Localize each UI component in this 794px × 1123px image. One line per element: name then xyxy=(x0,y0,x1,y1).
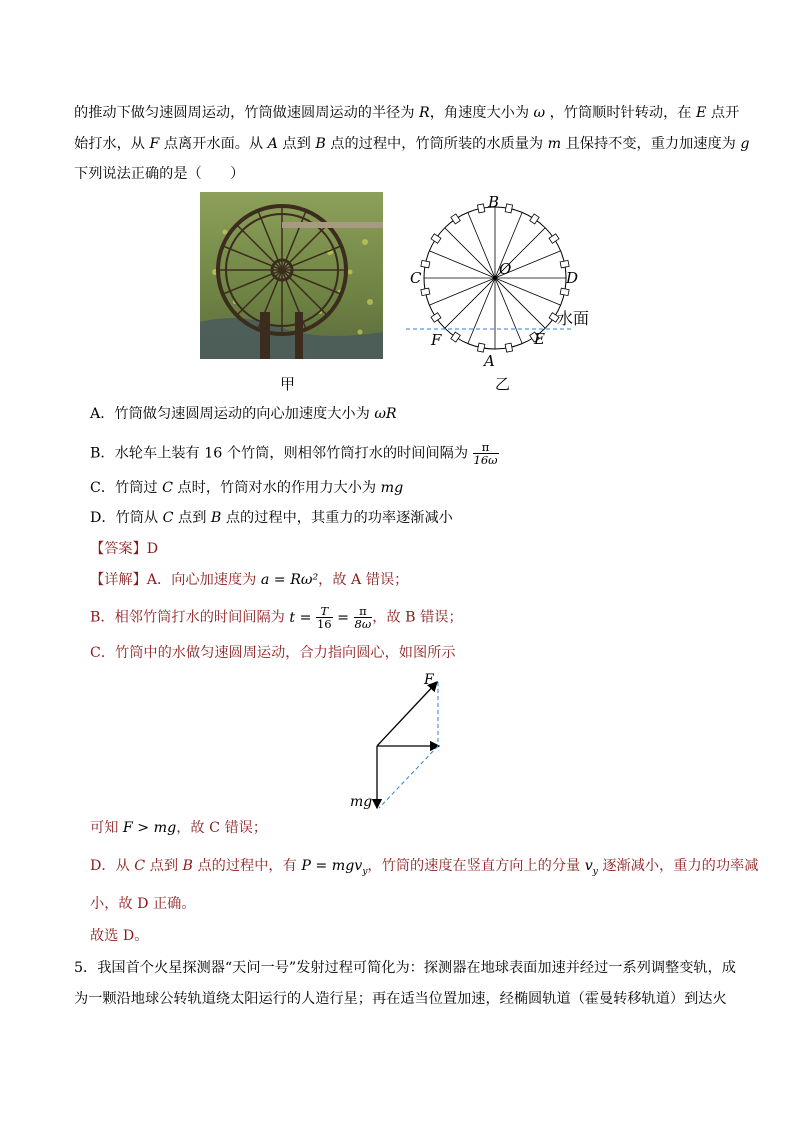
bucket xyxy=(431,234,441,243)
var-b: B xyxy=(315,136,326,152)
bucket xyxy=(477,204,484,213)
text: 的推动下做匀速圆周运动，竹筒做速圆周运动的半径为 xyxy=(74,105,420,121)
question-prompt: 下列说法正确的是（ ） xyxy=(74,166,245,182)
bucket xyxy=(477,343,484,352)
text: ，竹筒的速度在竖直方向上的分量 xyxy=(367,858,585,874)
fraction xyxy=(354,605,373,630)
text: 逐渐减小，重力的功率减 xyxy=(597,858,759,874)
var-a: A xyxy=(267,136,278,152)
water-wheel-photo-drawing xyxy=(200,192,383,359)
bucket xyxy=(549,234,559,243)
var: C xyxy=(162,480,173,496)
label-force-f: F xyxy=(424,672,434,688)
text: D．从 xyxy=(90,858,135,874)
text: 点到 xyxy=(277,136,316,152)
label-d: D xyxy=(566,269,579,287)
var: B xyxy=(182,858,193,874)
numerator: T xyxy=(316,605,333,618)
var-f: F xyxy=(149,136,160,152)
denominator: 16ω xyxy=(473,453,498,467)
option-a xyxy=(90,404,397,424)
text: A．竹筒做匀速圆周运动的向心加速度大小为 xyxy=(90,406,375,422)
fraction xyxy=(316,605,333,630)
text: 可知 xyxy=(90,820,123,836)
text: ，故 B 错误； xyxy=(372,609,463,626)
denominator: 16 xyxy=(316,617,332,631)
math-var: t = xyxy=(289,609,316,626)
water-wheel-photo xyxy=(200,192,383,359)
math-eq: = xyxy=(332,609,354,626)
text: 点到 xyxy=(145,858,183,874)
var: C xyxy=(162,510,174,526)
text: 始打水，从 xyxy=(74,136,150,152)
text: 点的过程中，竹筒所装的水质量为 xyxy=(325,136,548,152)
text: 点到 xyxy=(173,510,211,526)
wheel-spokes xyxy=(424,207,566,349)
subscript: y xyxy=(592,866,598,877)
math-expr: a = Rω² xyxy=(260,572,319,588)
label-b: B xyxy=(488,193,500,211)
text: 点开 xyxy=(706,105,740,121)
water-wheel-diagram xyxy=(400,188,600,368)
detail-a xyxy=(90,570,408,590)
text: ，故 C 错误； xyxy=(176,820,268,836)
next-question-line-1: 5．我国首个火星探测器“天问一号”发射过程可简化为：探测器在地球表面加速并经过一系列调整变轨，成 xyxy=(74,960,736,976)
dashed-diagonal xyxy=(379,746,438,808)
denominator: 8ω xyxy=(354,617,372,631)
detail-d xyxy=(90,856,758,882)
text: B．相邻竹筒打水的时间间隔为 xyxy=(90,609,290,626)
text: 点的过程中，其重力的功率逐渐减小 xyxy=(221,510,453,526)
force-diagram xyxy=(340,668,460,818)
text: 且保持不变，重力加速度为 xyxy=(561,136,741,152)
text: ，故 A 错误； xyxy=(318,572,409,588)
water-surface-label: 水面 xyxy=(557,309,590,328)
var-g: g xyxy=(740,136,750,152)
detail-d-continued: 小，故 D 正确。 xyxy=(90,896,196,912)
bucket xyxy=(560,288,569,295)
math-expr: P = mgv xyxy=(301,858,363,874)
intro-line-1 xyxy=(74,103,739,123)
conclusion-c xyxy=(90,818,267,838)
caption-jia: 甲 xyxy=(280,375,296,393)
label-e: E xyxy=(534,330,545,348)
numerator: π xyxy=(354,605,373,618)
detail-label: 【详解】 xyxy=(90,572,147,588)
formula xyxy=(584,858,598,877)
var-m: m xyxy=(547,136,562,152)
bucket xyxy=(421,288,430,295)
text: ，角速度大小为 xyxy=(429,105,534,121)
subscript: y xyxy=(362,866,368,877)
var-r: R xyxy=(419,105,430,121)
label-c: C xyxy=(410,269,422,287)
intro-line-2 xyxy=(74,134,749,154)
detail-b xyxy=(90,605,463,630)
var-e: E xyxy=(696,105,707,121)
bucket xyxy=(431,313,441,322)
math-expr: mg xyxy=(380,480,404,496)
caption-yi: 乙 xyxy=(495,375,511,393)
var: C xyxy=(134,858,146,874)
label-f: F xyxy=(431,331,442,349)
bucket xyxy=(451,332,460,342)
text: B．水轮车上装有 16 个竹筒，则相邻竹筒打水的时间间隔为 xyxy=(90,445,473,462)
var: B xyxy=(210,510,222,526)
force-f-arrow xyxy=(377,682,437,746)
formula xyxy=(301,858,368,877)
text: 点离开水面。从 xyxy=(159,136,268,152)
text: 点的过程中，有 xyxy=(192,858,302,874)
fraction xyxy=(473,441,499,466)
text: A．向心加速度为 xyxy=(146,572,261,588)
detail-c: C．竹筒中的水做匀速圆周运动，合力指向圆心，如图所示 xyxy=(90,645,456,661)
bucket xyxy=(451,214,460,224)
bucket xyxy=(560,260,569,267)
text: C．竹筒过 xyxy=(90,480,163,496)
option-b xyxy=(90,441,499,466)
label-a: A xyxy=(484,352,495,368)
answer-label: 【答案】D xyxy=(90,541,159,557)
final-answer: 故选 D。 xyxy=(90,928,149,944)
var-omega: ω xyxy=(533,105,546,121)
math-expr: F > mg xyxy=(122,820,177,836)
option-c xyxy=(90,478,403,498)
math-var: v xyxy=(584,858,593,874)
bucket xyxy=(505,204,512,213)
label-o: O xyxy=(499,260,512,278)
numerator: π xyxy=(473,441,499,454)
bucket xyxy=(505,343,512,352)
formula xyxy=(289,604,372,631)
text: 点时，竹筒对水的作用力大小为 xyxy=(172,480,381,496)
math-expr: ωR xyxy=(374,406,397,422)
next-question-line-2: 为一颗沿地球公转轨道绕太阳运行的人造行星；再在适当位置加速，经椭圆轨道（霍曼转移轨道）到达火 xyxy=(74,991,727,1007)
label-force-mg: mg xyxy=(350,794,373,810)
option-d xyxy=(90,508,453,528)
bucket xyxy=(530,214,539,224)
text: ，竹筒顺时针转动，在 xyxy=(545,105,697,121)
text: D．竹筒从 xyxy=(90,510,163,526)
bucket xyxy=(421,260,430,267)
